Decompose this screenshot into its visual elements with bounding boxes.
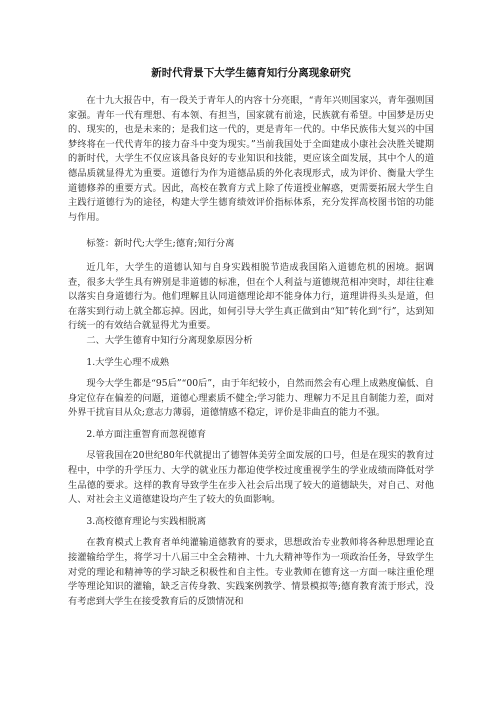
paper-title: 新时代背景下大学生德育知行分离现象研究 [151,67,351,79]
section-heading: 二、大学生德育中知行分离现象原因分析 [86,334,253,346]
subsection-heading-3: 3.高校德育理论与实践相脱离 [86,515,207,527]
subsection-2-paragraph: 尽管我国在20世纪80年代就提出了德智体美劳全面发展的口号，但是在现实的教育过程中，中学的升学压力、大学的就业压力都迫使学校过度重视学生的学业成绩而降低对学生品德的要求。这样的教育导致学生在步入社会后出现了较大的道德缺失，对自己、对他人、对社会主义道德建设均产生了较大的负面影响。 [68,450,434,506]
abstract-paragraph: 在十九大报告中，有一段关于青年人的内容十分亮眼，“青年兴则国家兴，青年强则国家强。青年一代有理想、有本领、有担当，国家就有前途，民族就有希望。中国梦是历史的、现实的，也是未来的；是我们这一代的，更是青年一代的。中华民族伟大复兴的中国梦终将在一代代青年的接力奋斗中变为现实。”当前我国处于全面建成小康社会决胜关键期的新时代，大学生不仅应该具备良好的专业知识和技能，更应该全面发展，其中个人的道德品质就显得尤为重要。道德行为作为道德品质的外化表现形式，成为评价、衡量大学生道德修养的重要方式。因此，高校在教育方式上除了传道授业解惑，更需要拓展大学生自主践行道德行为的途径，构建大学生德育绩效评价指标体系，充分发挥高校图书馆的功能与作用。 [68,95,434,223]
subsection-3-paragraph: 在教育模式上教育者单纯灌输道德教育的要求，思想政治专业教师将各种思想理论直接灌输给学生，将学习十八届三中全会精神、十九大精神等作为一项政治任务，导致学生对党的理论和精神等的学习缺乏积极性和自主性。专业教师在德育这一方面一味注重伦理学等理论知识的灌输，缺乏言传身教、实践案例教学、情景模拟等;德育教育流于形式，没有考虑到大学生在接受教育后的反馈情况和 [68,537,434,607]
subsection-heading-2: 2.单方面注重智育而忽视德育 [86,428,207,440]
subsection-1-paragraph: 现今大学生都是“95后”“00后”，由于年纪较小，自然而然会有心理上成熟度偏低、自身定位存在偏差的问题，道德心理素质不健全;学习能力、理解力不足且自制能力差，面对外界干扰盲目从众;意志力薄弱，道德情感不稳定，评价是非曲直的能力不强。 [68,378,434,419]
keywords-line: 标签：新时代;大学生;德育;知行分离 [86,238,235,250]
intro-paragraph: 近几年，大学生的道德认知与自身实践相脱节造成我国陷入道德危机的困境。据调查，很多大学生具有辨别是非道德的标准，但在个人利益与道德规范相冲突时，却往往难以落实自身道德行为。他们理解且认同道德理论却不能身体力行，道理讲得头头是道，但在落实到行动上就全都忘掉。因此，如何引导大学生真正做到由“知”转化到“行”，达到知行统一的有效结合就显得尤为重要。 [68,261,434,332]
subsection-heading-1: 1.大学生心理不成熟 [86,356,170,368]
